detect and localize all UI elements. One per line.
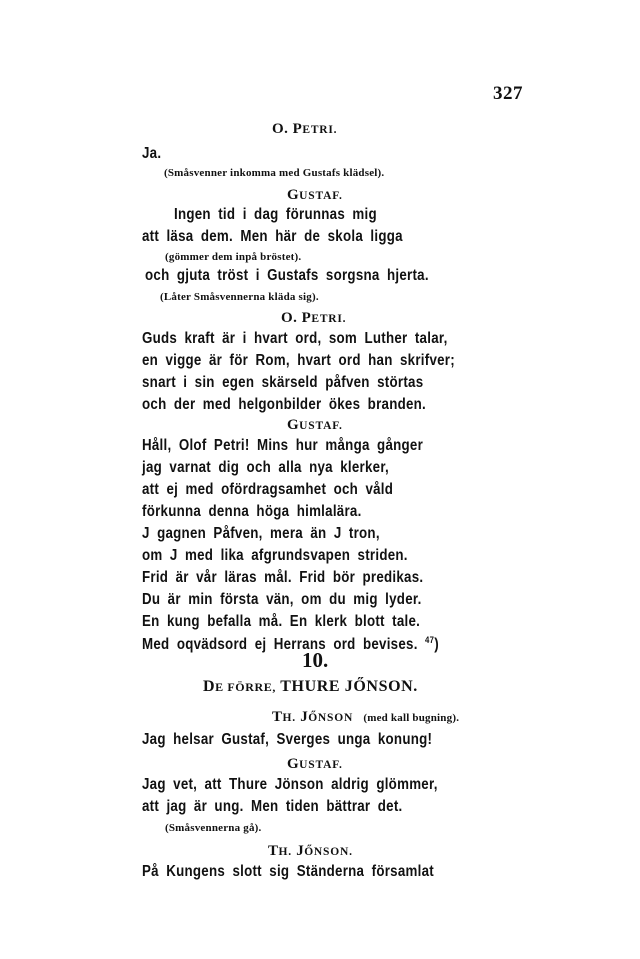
speaker-name-smallcaps: USTAF.	[299, 420, 343, 432]
verse-line: Du är min första vän, om du mig lyder.	[142, 591, 422, 608]
verse-line: att jag är ung. Men tiden bättrar det.	[142, 798, 403, 815]
verse-line: en vigge är för Rom, hvart ord han skrifver;	[142, 352, 455, 369]
speaker-name-capital: G	[287, 756, 300, 772]
verse-line: Jag vet, att Thure Jönson aldrig glömmer,	[142, 776, 438, 793]
speaker-label	[272, 121, 337, 138]
verse-line: Jag helsar Gustaf, Sverges unga konung!	[142, 731, 433, 748]
speaker-name-capital: G	[287, 187, 300, 203]
page-number: 327	[493, 83, 523, 104]
verse-line: Håll, Olof Petri! Mins hur många gånger	[142, 437, 424, 454]
stage-direction: (Småsvenner inkomma med Gustafs klädsel).	[164, 167, 385, 179]
verse-line: Ja.	[142, 145, 162, 162]
verse-line: jag varnat dig och alla nya klerker,	[142, 459, 390, 476]
speaker-name-smallcaps: H.	[278, 846, 292, 858]
speaker-name-smallcaps: ŐNSON.	[304, 846, 353, 858]
verse-text: Med oqvädsord ej Herrans ord bevises.	[142, 636, 418, 654]
verse-line: Guds kraft är i hvart ord, som Luther talar,	[142, 330, 448, 347]
verse-line	[142, 635, 439, 654]
speaker-name-capital: J	[296, 843, 305, 859]
verse-line: förkunna denna höga himlalära.	[142, 503, 362, 520]
speaker-initial: O.	[272, 121, 289, 137]
scene-heading	[203, 678, 418, 696]
footnote-closing: )	[434, 636, 439, 654]
speaker-name-capital: T	[268, 843, 279, 859]
speaker-name-capital: P	[292, 121, 303, 137]
stage-direction: (med kall bugning).	[363, 712, 460, 724]
scene-heading-smallcaps: E FÖRRE,	[215, 680, 276, 694]
verse-line: om J med lika afgrundsvapen striden.	[142, 547, 408, 564]
verse-line: På Kungens slott sig Ständerna församlat	[142, 863, 434, 880]
speaker-name-smallcaps: ŐNSON	[308, 712, 354, 724]
verse-line: En kung befalla må. En klerk blott tale.	[142, 613, 421, 630]
stage-direction: (Småsvennerna gå).	[165, 822, 262, 834]
speaker-label	[287, 756, 343, 773]
scene-number: 10.	[302, 648, 329, 672]
speaker-name-smallcaps: USTAF.	[299, 190, 343, 202]
speaker-label	[287, 417, 343, 434]
verse-line: att ej med ofördragsamhet och våld	[142, 481, 394, 498]
verse-line: Ingen tid i dag förunnas mig	[174, 206, 377, 223]
verse-line: snart i sin egen skärseld påfven störtas	[142, 374, 424, 391]
speaker-name-smallcaps: ETRI.	[311, 313, 347, 325]
speaker-name-capital: T	[272, 709, 283, 725]
speaker-label	[268, 843, 353, 860]
speaker-name-smallcaps: H.	[282, 712, 296, 724]
speaker-name-capital: J	[300, 709, 309, 725]
speaker-label	[281, 310, 346, 327]
speaker-initial: O.	[281, 310, 298, 326]
verse-line: och gjuta tröst i Gustafs sorgsna hjerta.	[145, 267, 429, 284]
footnote-reference: 47	[425, 635, 435, 645]
speaker-name-capital: G	[287, 417, 300, 433]
verse-line: J gagnen Påfven, mera än J tron,	[142, 525, 380, 542]
verse-line: och der med helgonbilder ökes branden.	[142, 396, 427, 413]
speaker-name-smallcaps: ETRI.	[302, 124, 338, 136]
speaker-name-capital: P	[301, 310, 312, 326]
stage-direction: (gömmer dem inpå bröstet).	[165, 251, 302, 263]
stage-direction: (Låter Småsvennerna kläda sig).	[160, 291, 319, 303]
speaker-label	[287, 187, 343, 204]
verse-line: att läsa dem. Men här de skola ligga	[142, 228, 403, 245]
speaker-name-smallcaps: USTAF.	[299, 759, 343, 771]
verse-line: Frid är vår läras mål. Frid bör predikas.	[142, 569, 424, 586]
scene-heading-capital: D	[203, 678, 216, 695]
scene-heading-characters: THURE JŐNSON.	[280, 678, 418, 695]
speaker-label	[272, 709, 459, 726]
